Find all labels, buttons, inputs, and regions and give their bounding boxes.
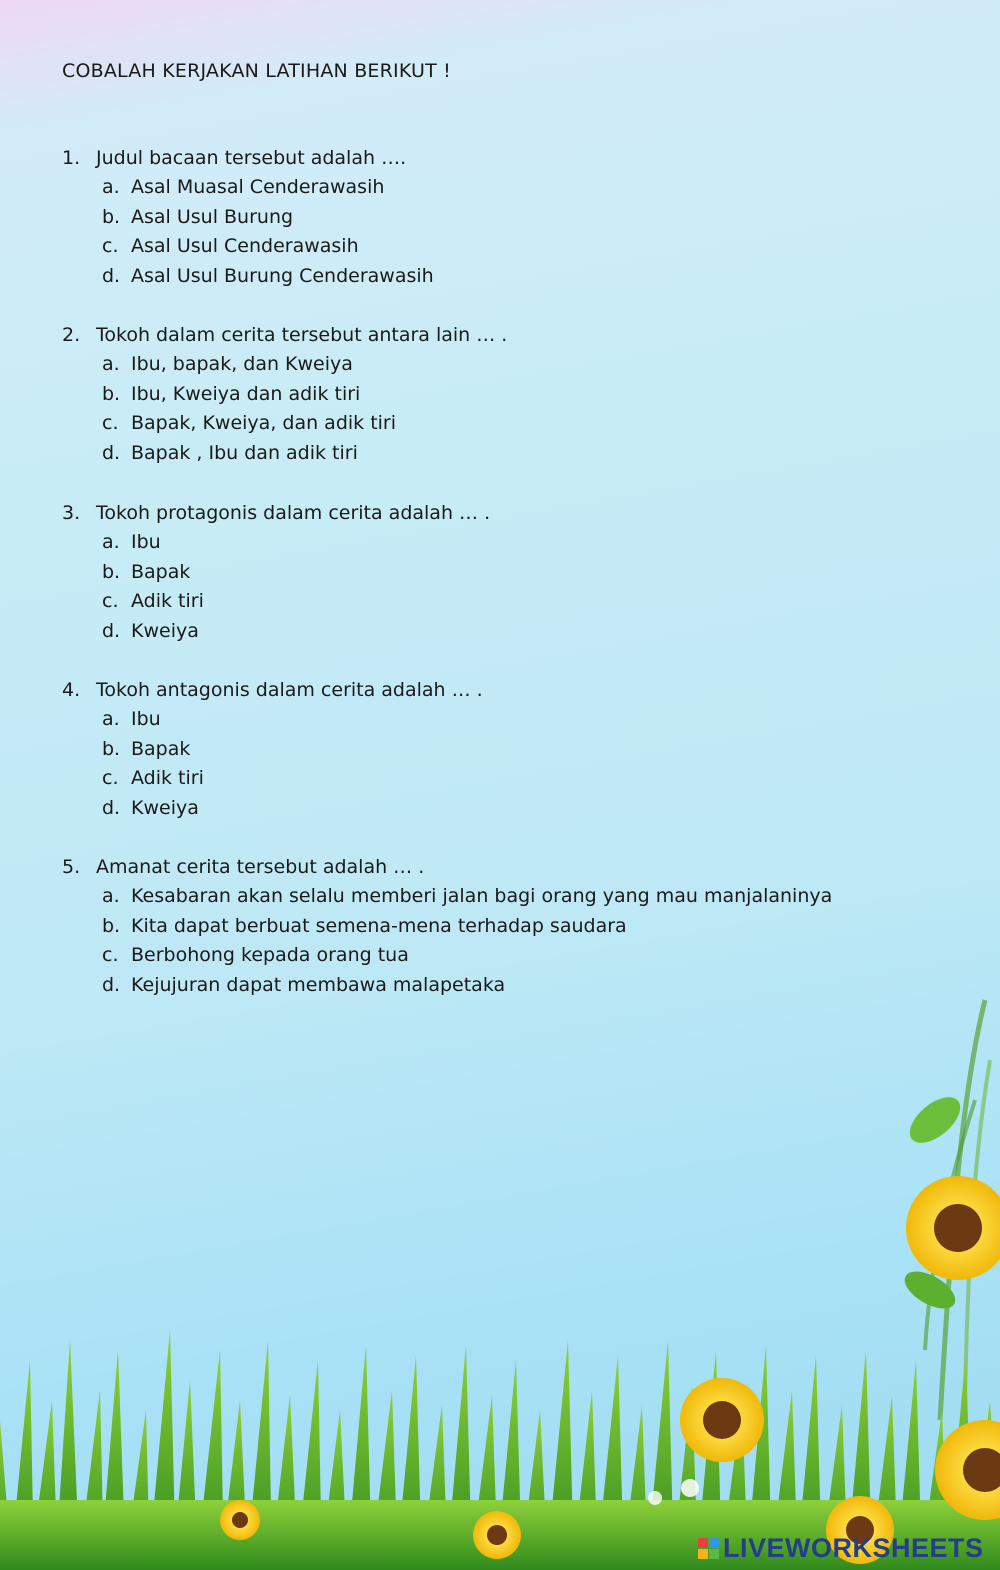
question-number: 3. — [62, 502, 81, 524]
sunflower-icon — [906, 1176, 1000, 1280]
option-a[interactable] — [62, 705, 942, 735]
option-letter: b. — [102, 382, 121, 405]
option-text: Asal Usul Cenderawasih — [131, 235, 359, 258]
worksheet-title: COBALAH KERJAKAN LATIHAN BERIKUT ! — [62, 60, 451, 82]
question-text: Amanat cerita tersebut adalah … . — [96, 856, 425, 878]
option-letter: c. — [102, 590, 119, 613]
sunflower-icon — [680, 1378, 764, 1462]
option-text: Kweiya — [131, 619, 199, 642]
option-letter: c. — [102, 944, 119, 967]
question-3 — [62, 498, 942, 646]
option-letter: d. — [102, 973, 121, 996]
option-text: Adik tiri — [131, 590, 204, 613]
option-text: Bapak , Ibu dan adik tiri — [131, 441, 358, 464]
option-a[interactable] — [62, 173, 942, 203]
sunflower-icon — [473, 1511, 521, 1559]
option-b[interactable] — [62, 380, 942, 410]
option-letter: a. — [102, 176, 120, 198]
option-letter: a. — [102, 353, 120, 375]
option-text: Ibu, Kweiya dan adik tiri — [131, 382, 361, 405]
option-text: Ibu — [131, 531, 161, 553]
option-text: Kesabaran akan selalu memberi jalan bagi orang yang mau manjalaninya — [131, 885, 833, 907]
option-text: Bapak — [131, 560, 191, 583]
option-letter: a. — [102, 885, 120, 907]
option-text: Bapak, Kweiya, dan adik tiri — [131, 412, 397, 435]
option-letter: d. — [102, 796, 121, 819]
option-c[interactable] — [62, 232, 942, 262]
option-text: Kita dapat berbuat semena-mena terhadap saudara — [131, 914, 627, 937]
option-b[interactable] — [62, 735, 942, 765]
watermark-text: LIVEWORKSHEETS — [723, 1532, 984, 1563]
option-letter: b. — [102, 205, 121, 228]
option-letter: a. — [102, 708, 120, 730]
option-d[interactable] — [62, 971, 942, 1001]
option-letter: c. — [102, 767, 119, 790]
option-c[interactable] — [62, 764, 942, 794]
option-c[interactable] — [62, 409, 942, 439]
question-number: 4. — [62, 679, 81, 701]
option-d[interactable] — [62, 439, 942, 469]
question-text: Tokoh antagonis dalam cerita adalah … . — [96, 679, 483, 701]
option-letter: b. — [102, 737, 121, 760]
option-b[interactable] — [62, 912, 942, 942]
option-text: Asal Usul Burung — [131, 205, 294, 228]
option-text: Bapak — [131, 737, 191, 760]
option-letter: b. — [102, 914, 121, 937]
option-text: Kejujuran dapat membawa malapetaka — [131, 973, 506, 996]
option-a[interactable] — [62, 350, 942, 380]
question-number: 2. — [62, 324, 81, 346]
liveworksheets-watermark[interactable] — [698, 1532, 984, 1564]
question-text: Judul bacaan tersebut adalah …. — [96, 147, 407, 169]
option-letter: d. — [102, 441, 121, 464]
option-text: Ibu — [131, 708, 161, 730]
option-c[interactable] — [62, 941, 942, 971]
question-text: Tokoh protagonis dalam cerita adalah … . — [96, 502, 491, 524]
question-5 — [62, 852, 942, 1000]
option-b[interactable] — [62, 558, 942, 588]
option-letter: b. — [102, 560, 121, 583]
option-c[interactable] — [62, 587, 942, 617]
option-b[interactable] — [62, 203, 942, 233]
option-d[interactable] — [62, 794, 942, 824]
question-number: 5. — [62, 856, 81, 878]
option-letter: a. — [102, 531, 120, 553]
option-a[interactable] — [62, 528, 942, 558]
option-text: Adik tiri — [131, 767, 204, 790]
question-4 — [62, 675, 942, 823]
question-2 — [62, 320, 942, 468]
option-a[interactable] — [62, 882, 942, 912]
question-1 — [62, 143, 942, 291]
option-text: Asal Muasal Cenderawasih — [131, 176, 385, 198]
sunflower-icon — [220, 1500, 260, 1540]
question-number: 1. — [62, 147, 81, 169]
option-text: Berbohong kepada orang tua — [131, 944, 409, 967]
option-d[interactable] — [62, 617, 942, 647]
option-letter: d. — [102, 619, 121, 642]
liveworksheets-logo-icon — [698, 1538, 719, 1559]
option-d[interactable] — [62, 262, 942, 292]
question-text: Tokoh dalam cerita tersebut antara lain … . — [96, 324, 508, 346]
option-text: Kweiya — [131, 796, 199, 819]
option-text: Asal Usul Burung Cenderawasih — [131, 264, 434, 287]
option-letter: d. — [102, 264, 121, 287]
option-letter: c. — [102, 235, 119, 258]
option-letter: c. — [102, 412, 119, 435]
option-text: Ibu, bapak, dan Kweiya — [131, 353, 353, 375]
